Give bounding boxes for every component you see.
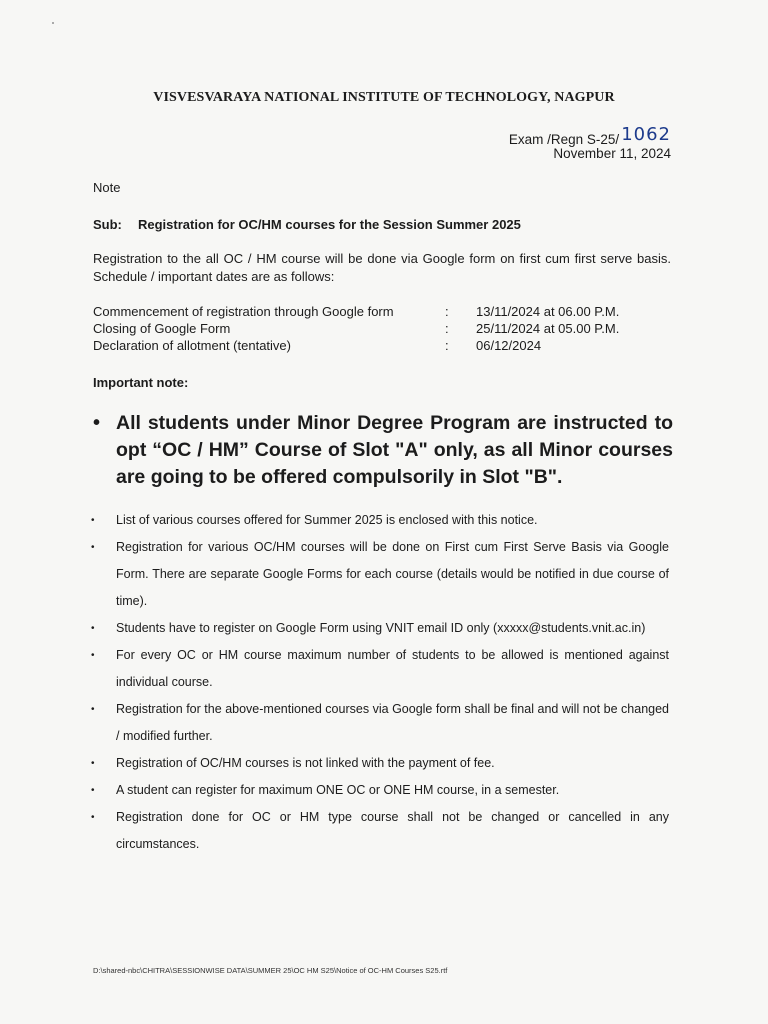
schedule-colon: : [445, 338, 449, 353]
subject-text: Registration for OC/HM courses for the Session Summer 2025 [138, 217, 521, 232]
schedule-table [93, 304, 673, 355]
bullet-icon: • [91, 623, 95, 634]
bullet-icon: • [93, 412, 101, 434]
subject-label: Sub: [93, 217, 122, 232]
list-item [93, 750, 669, 777]
bullet-icon: • [91, 812, 95, 823]
schedule-colon: : [445, 321, 449, 336]
schedule-label: Declaration of allotment (tentative) [93, 338, 291, 353]
important-note-label: Important note: [93, 375, 189, 390]
schedule-label: Commencement of registration through Google form [93, 304, 394, 319]
intro-paragraph: Registration to the all OC / HM course will be done via Google form on first cum first serve basis. Schedule / important dates are as follows: [93, 251, 671, 284]
list-item [93, 615, 669, 642]
bullet-icon: • [91, 785, 95, 796]
schedule-value: 06/12/2024 [476, 338, 542, 353]
schedule-value: 13/11/2024 at 06.00 P.M. [476, 304, 620, 319]
note-label: Note [93, 180, 121, 195]
schedule-row [93, 304, 673, 321]
institute-name: VISVESVARAYA NATIONAL INSTITUTE OF TECHNOLOGY, NAGPUR [153, 90, 615, 105]
list-item-text: Students have to register on Google Form using VNIT email ID only (xxxxx@students.vnit.ac.in) [116, 621, 646, 635]
list-item-text: Registration done for OC or HM type course shall not be changed or cancelled in any circumstances. [116, 810, 669, 851]
bullet-icon: • [91, 650, 95, 661]
list-item-text: For every OC or HM course maximum number of students to be allowed is mentioned against individual course. [116, 648, 669, 689]
list-item-text: Registration for various OC/HM courses will be done on First cum First Serve Basis via Google Form. There are separate Google Forms for each course (details would be notified in due course of time). [116, 540, 669, 608]
schedule-value: 25/11/2024 at 05.00 P.M. [476, 321, 620, 336]
list-item-text: A student can register for maximum ONE OC or ONE HM course, in a semester. [116, 783, 560, 797]
list-item [93, 696, 669, 750]
list-item-text: Registration for the above-mentioned courses via Google form shall be final and will not be changed / modified further. [116, 702, 669, 743]
list-item-text: Registration of OC/HM courses is not linked with the payment of fee. [116, 756, 495, 770]
bullet-icon: • [91, 515, 95, 526]
highlight-note [93, 410, 673, 491]
subject-line [93, 217, 521, 232]
list-item [93, 804, 669, 858]
list-item [93, 507, 669, 534]
handwritten-reference-number: 1062 [621, 124, 671, 145]
schedule-row [93, 338, 673, 355]
schedule-label: Closing of Google Form [93, 321, 231, 336]
schedule-row [93, 321, 673, 338]
bullet-icon: • [91, 704, 95, 715]
document-date: November 11, 2024 [553, 146, 671, 161]
notice-bullet-list [93, 507, 669, 858]
schedule-colon: : [445, 304, 449, 319]
bullet-icon: • [91, 758, 95, 769]
list-item [93, 777, 669, 804]
scan-mark [52, 22, 54, 24]
highlight-note-text: All students under Minor Degree Program are instructed to opt “OC / HM” Course of Slot "A" only, as all Minor courses are going to be offered compulsorily in Slot "B". [116, 412, 673, 488]
file-path-footer: D:\shared-nbc\CHITRA\SESSIONWISE DATA\SUMMER 25\OC HM S25\Notice of OC-HM Courses S25.rtf [93, 966, 448, 975]
reference-prefix: Exam /Regn S-25/ [508, 132, 620, 147]
bullet-icon: • [91, 542, 95, 553]
list-item [93, 642, 669, 696]
list-item [93, 534, 669, 615]
list-item-text: List of various courses offered for Summer 2025 is enclosed with this notice. [116, 513, 538, 527]
